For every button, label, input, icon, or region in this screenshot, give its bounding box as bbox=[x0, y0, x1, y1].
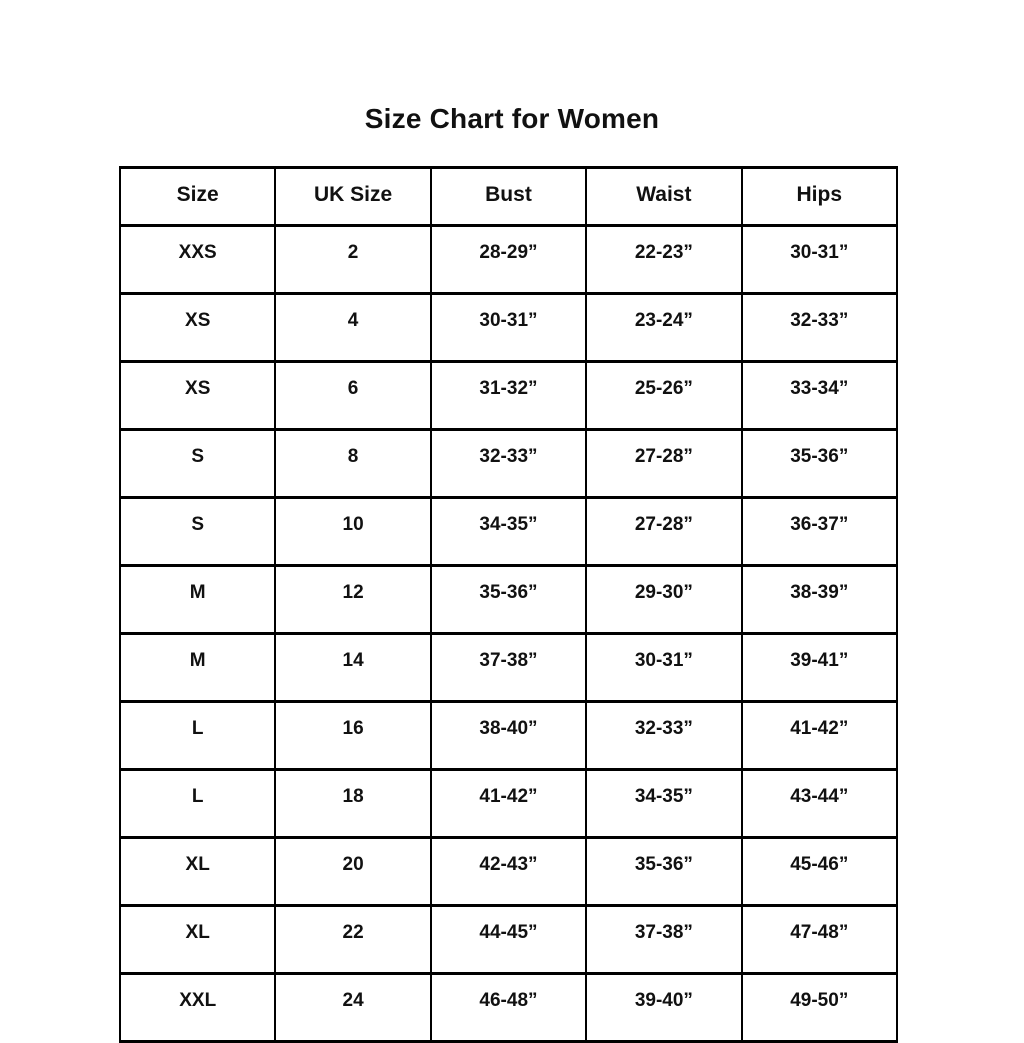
table-cell: 22-23” bbox=[586, 226, 741, 294]
table-cell: 25-26” bbox=[586, 362, 741, 430]
table-cell: 43-44” bbox=[742, 770, 897, 838]
table-cell: XS bbox=[120, 362, 275, 430]
table-cell: M bbox=[120, 566, 275, 634]
table-cell: 18 bbox=[275, 770, 430, 838]
size-chart-table bbox=[119, 166, 898, 1043]
table-cell: XL bbox=[120, 906, 275, 974]
table-cell: M bbox=[120, 634, 275, 702]
table-cell: 34-35” bbox=[586, 770, 741, 838]
table-cell: 44-45” bbox=[431, 906, 586, 974]
table-cell: 39-41” bbox=[742, 634, 897, 702]
column-header: Size bbox=[120, 168, 275, 226]
table-cell: 32-33” bbox=[586, 702, 741, 770]
table-cell: XXL bbox=[120, 974, 275, 1042]
table-cell: 2 bbox=[275, 226, 430, 294]
table-cell: L bbox=[120, 702, 275, 770]
table-cell: 27-28” bbox=[586, 430, 741, 498]
table-cell: XXS bbox=[120, 226, 275, 294]
table-header bbox=[120, 168, 897, 226]
table-cell: 30-31” bbox=[586, 634, 741, 702]
table-row bbox=[120, 294, 897, 362]
table-cell: 10 bbox=[275, 498, 430, 566]
table-row bbox=[120, 362, 897, 430]
table-cell: 22 bbox=[275, 906, 430, 974]
table-cell: 37-38” bbox=[586, 906, 741, 974]
table-row bbox=[120, 770, 897, 838]
page-title: Size Chart for Women bbox=[364, 103, 660, 134]
table-cell: 30-31” bbox=[431, 294, 586, 362]
header-row bbox=[120, 168, 897, 226]
table-row bbox=[120, 430, 897, 498]
table-cell: 35-36” bbox=[431, 566, 586, 634]
table-cell: 39-40” bbox=[586, 974, 741, 1042]
table-cell: 14 bbox=[275, 634, 430, 702]
column-header: Bust bbox=[431, 168, 586, 226]
table-cell: 38-39” bbox=[742, 566, 897, 634]
table-cell: 34-35” bbox=[431, 498, 586, 566]
table-cell: 27-28” bbox=[586, 498, 741, 566]
table-cell: 32-33” bbox=[742, 294, 897, 362]
table-cell: 31-32” bbox=[431, 362, 586, 430]
table-cell: S bbox=[120, 430, 275, 498]
table-cell: XS bbox=[120, 294, 275, 362]
table-cell: 35-36” bbox=[586, 838, 741, 906]
table-cell: 16 bbox=[275, 702, 430, 770]
table-cell: 23-24” bbox=[586, 294, 741, 362]
table-row bbox=[120, 906, 897, 974]
table-cell: 30-31” bbox=[742, 226, 897, 294]
table-cell: 29-30” bbox=[586, 566, 741, 634]
table-row bbox=[120, 634, 897, 702]
table-cell: 45-46” bbox=[742, 838, 897, 906]
table-cell: 41-42” bbox=[742, 702, 897, 770]
table-cell: 36-37” bbox=[742, 498, 897, 566]
column-header: Waist bbox=[586, 168, 741, 226]
table-cell: 32-33” bbox=[431, 430, 586, 498]
column-header: Hips bbox=[742, 168, 897, 226]
table-cell: 37-38” bbox=[431, 634, 586, 702]
table-cell: 42-43” bbox=[431, 838, 586, 906]
table-row bbox=[120, 838, 897, 906]
table-cell: 28-29” bbox=[431, 226, 586, 294]
table-cell: S bbox=[120, 498, 275, 566]
table-cell: 41-42” bbox=[431, 770, 586, 838]
table-row bbox=[120, 226, 897, 294]
table-row bbox=[120, 702, 897, 770]
table-cell: L bbox=[120, 770, 275, 838]
table-cell: 6 bbox=[275, 362, 430, 430]
table-cell: 47-48” bbox=[742, 906, 897, 974]
table-row bbox=[120, 974, 897, 1042]
column-header: UK Size bbox=[275, 168, 430, 226]
table-cell: 46-48” bbox=[431, 974, 586, 1042]
table-row bbox=[120, 566, 897, 634]
table-cell: 24 bbox=[275, 974, 430, 1042]
table-cell: 4 bbox=[275, 294, 430, 362]
table-cell: 49-50” bbox=[742, 974, 897, 1042]
table-cell: 20 bbox=[275, 838, 430, 906]
table-cell: 33-34” bbox=[742, 362, 897, 430]
table-cell: XL bbox=[120, 838, 275, 906]
table-cell: 8 bbox=[275, 430, 430, 498]
table-cell: 12 bbox=[275, 566, 430, 634]
table-cell: 38-40” bbox=[431, 702, 586, 770]
table-row bbox=[120, 498, 897, 566]
table-cell: 35-36” bbox=[742, 430, 897, 498]
table-body bbox=[120, 226, 897, 1042]
